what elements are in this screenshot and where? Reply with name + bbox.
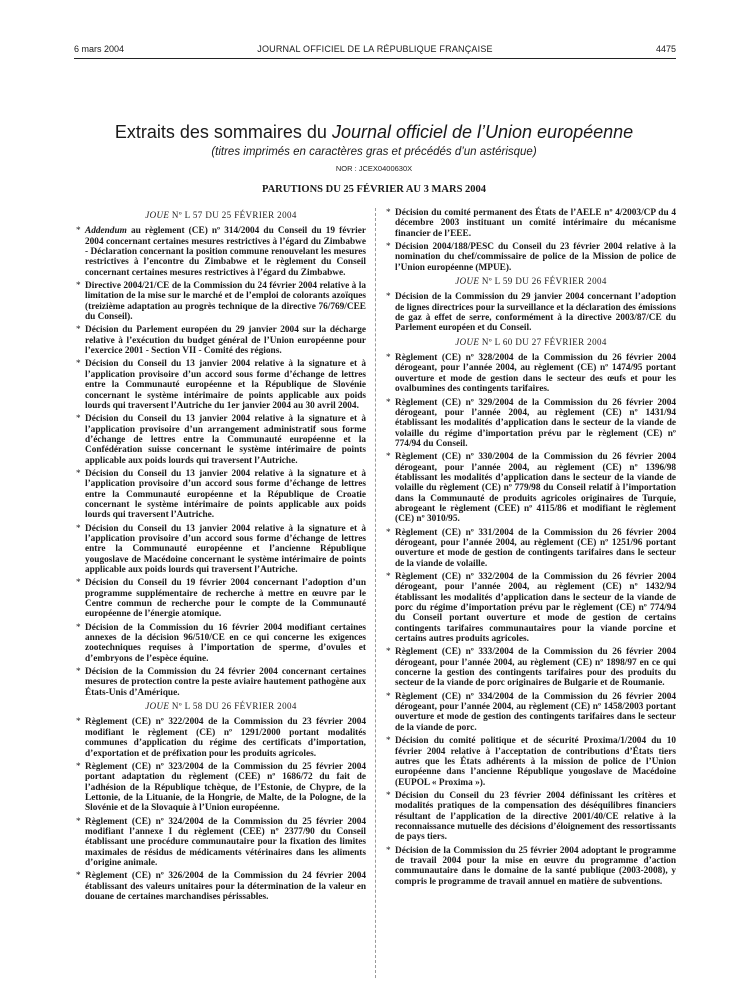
entry-text: Règlement (CE) nº 326/2004 de la Commission du 24 février 2004 établissant des valeurs unitaires pour la détermination de la valeur en douane de certaines marchandises périssables. (85, 871, 366, 902)
summary-entry (76, 578, 366, 619)
left-column (76, 208, 366, 905)
summary-entry (76, 717, 366, 758)
summary-entry (386, 791, 676, 843)
entry-text: Décision du comité permanent des États de l’AELE nº 4/2003/CP du 4 décembre 2003 instituant un comité intérimaire du mécanisme financier de l’EEE. (395, 208, 676, 239)
nor-reference: NOR : JCEX0400630X (335, 164, 413, 173)
journal-issue-abbr: JOUE (145, 210, 170, 220)
title-prefix: Extraits des sommaires du (114, 122, 332, 142)
asterisk-marker: * (386, 242, 391, 253)
asterisk-marker: * (386, 527, 391, 538)
journal-issue-heading (76, 210, 366, 220)
journal-issue-abbr: JOUE (455, 336, 480, 347)
entry-text: Décision de la Commission du 24 février 2004 concernant certaines mesures de protection contre la peste aviaire hautement pathogène aux États-Unis d’Amérique. (85, 667, 366, 698)
title-journal-name: Journal officiel de l’Union européenne (331, 122, 634, 142)
asterisk-marker: * (386, 353, 391, 364)
summary-entry (386, 572, 676, 644)
entry-title (395, 791, 676, 842)
entry-lead: Addendum (85, 226, 127, 237)
journal-issue-number: Nº L 58 DU 26 FÉVRIER 2004 (169, 701, 297, 712)
entry-title (85, 226, 366, 277)
asterisk-marker: * (76, 578, 81, 589)
asterisk-marker: * (386, 691, 391, 702)
entry-text: Règlement (CE) nº 330/2004 de la Commission du 26 février 2004 dérogeant, pour l’année 2004, au règlement (CE) nº 1396/98 établissant les modalités d’application dans le secteur de la viande de volaille du règlement (CE) nº 779/98 du Conseil relatif à l’importation dans la Communauté de produits agricoles originaires de Turquie, abrogeant le règlement (CEE) nº 4115/86 et modifiant le règlement (CE) nº 3010/95. (395, 452, 676, 525)
entry-title (85, 717, 366, 758)
entry-title (85, 325, 366, 356)
summary-entry (76, 623, 366, 664)
summary-entry (76, 469, 366, 521)
asterisk-marker: * (386, 452, 391, 463)
journal-issue-number: Nº L 57 DU 25 FÉVRIER 2004 (169, 210, 297, 220)
entry-title (395, 242, 676, 273)
asterisk-marker: * (76, 281, 81, 292)
summary-entry (386, 736, 676, 788)
entry-text: Règlement (CE) nº 323/2004 de la Commission du 25 février 2004 portant adaptation du règlement (CEE) nº 1686/72 du fait de l’adhésion de la République tchèque, de l’Estonie, de Chypre, de la Lettonie, de la Lituanie, de la Hongrie, de Malte, de la Pologne, de la Slovénie et de la Slovaquie à l’Union européenne. (85, 761, 366, 814)
summary-entry (386, 452, 676, 524)
entry-title (395, 846, 676, 887)
summary-entry (386, 292, 676, 333)
entry-title (85, 524, 366, 575)
entry-text: Règlement (CE) nº 322/2004 de la Commission du 23 février 2004 modifiant le règlement (CE) nº 1291/2000 portant modalités communes d’application du régime des certificats d’importation, d’exportation et de préfixation pour les produits agricoles. (85, 717, 366, 759)
asterisk-marker: * (76, 871, 81, 882)
entry-title (85, 623, 366, 664)
entry-text: Décision du Conseil du 13 janvier 2004 relative à la signature et à l’application provisoire d’un accord sous forme d’échange de lettres entre la Communauté européenne et la République de Croatie concernant le système intérimaire de points applicable aux poids lourds qui traversent l’Autriche. (85, 468, 366, 521)
entry-title (395, 528, 676, 569)
entry-text: Règlement (CE) nº 328/2004 de la Commission du 26 février 2004 dérogeant, pour l’année 2004, au règlement (CE) nº 1474/95 portant ouverture et mode de gestion dans le secteur des œufs et pour les ovalbumines des contingents tarifaires. (395, 353, 676, 395)
entry-text: Décision de la Commission du 25 février 2004 adoptant le programme de travail 2004 pour la mise en œuvre du programme d’action communautaire dans le domaine de la santé publique (2003-2008), y compris le programme de travail annuel en matière de subventions. (395, 845, 676, 887)
asterisk-marker: * (76, 761, 81, 772)
summary-entry (386, 208, 676, 239)
entry-title (85, 578, 366, 619)
entry-text: Décision 2004/188/PESC du Conseil du 23 février 2004 relative à la nomination du chef/commissaire de police de la Mission de police de l’Union européenne (MPUE). (395, 242, 676, 273)
entry-text: Règlement (CE) nº 324/2004 de la Commission du 25 février 2004 modifiant l’annexe I du règlement (CEE) nº 2377/90 du Conseil établissant une procédure communautaire pour la fixation des limites maximales de résidus de médicaments vétérinaires dans les aliments d’origine animale. (85, 816, 366, 868)
entry-title (395, 208, 676, 239)
asterisk-marker: * (386, 292, 391, 303)
entry-text: Règlement (CE) nº 329/2004 de la Commission du 26 février 2004 dérogeant, pour l’année 2004, au règlement (CE) nº 1431/94 établissant les modalités d’application dans le secteur de la viande de volaille du régime d’importation prévu par le règlement (CE) nº 774/94 du Conseil. (395, 397, 676, 449)
entry-title (85, 817, 366, 868)
asterisk-marker: * (76, 359, 81, 370)
entry-title (395, 452, 676, 524)
summary-entry (76, 359, 366, 411)
entry-text: Règlement (CE) nº 334/2004 de la Commission du 26 février 2004 dérogeant, pour l’année 2004, au règlement (CE) nº 1458/2003 portant ouverture et mode de gestion des contingents tarifaires dans le secteur de la viande de porc. (395, 691, 676, 733)
asterisk-marker: * (76, 717, 81, 728)
parutions-heading: PARUTIONS DU 25 FÉVRIER AU 3 MARS 2004 (261, 184, 487, 195)
journal-issue-heading (386, 337, 676, 347)
journal-section (76, 701, 366, 902)
summary-entry (76, 871, 366, 902)
summary-entry (386, 528, 676, 569)
entry-text: Règlement (CE) nº 332/2004 de la Commission du 26 février 2004 dérogeant, pour l’année 2004, au règlement (CE) nº 1432/94 établissant les modalités d’application dans le secteur de la viande de porc du régime d’importation prévu par le règlement (CE) nº 774/94 du Conseil portant ouverture et mode de gestion de certains contingents tarifaires communautaires pour la viande porcine et certains autres produits agricoles. (395, 572, 676, 645)
summary-entry (386, 846, 676, 887)
summary-entry (386, 647, 676, 688)
entry-title (85, 281, 366, 322)
entry-title (395, 736, 676, 787)
asterisk-marker: * (76, 523, 81, 534)
asterisk-marker: * (386, 736, 391, 747)
asterisk-marker: * (386, 208, 391, 218)
header-journal-title: JOURNAL OFFICIEL DE LA RÉPUBLIQUE FRANÇAISE (257, 44, 493, 54)
asterisk-marker: * (386, 397, 391, 408)
header-date: 6 mars 2004 (74, 44, 125, 54)
entry-title (395, 647, 676, 688)
entry-text: Décision de la Commission du 16 février 2004 modifiant certaines annexes de la décision 96/510/CE en ce qui concerne les exigences zootechniques requises à l’importation de sperme, d’ovules et d’embryons de l’espèce équine. (85, 622, 366, 664)
entry-title (85, 762, 366, 813)
entry-text: Règlement (CE) nº 331/2004 de la Commission du 26 février 2004 dérogeant, pour l’année 2004, au règlement (CE) nº 1251/96 portant ouverture et mode de gestion de contingents tarifaires dans le secteur de la viande de volaille. (395, 527, 676, 569)
summary-entry (76, 226, 366, 278)
right-column (386, 208, 676, 890)
asterisk-marker: * (76, 622, 81, 633)
summary-entry (386, 353, 676, 394)
asterisk-marker: * (386, 572, 391, 582)
journal-section (386, 208, 676, 273)
summary-entry (76, 281, 366, 322)
entry-text: Décision du Conseil du 19 février 2004 concernant l’adoption d’un programme supplémentaire de recherche à mettre en œuvre par le Centre commun de recherche pour le compte de la Communauté européenne de l’énergie atomique. (85, 578, 366, 620)
page-title (0, 122, 748, 143)
entry-text: Règlement (CE) nº 333/2004 de la Commission du 26 février 2004 dérogeant, pour l’année 2004, au règlement (CE) nº 1898/97 en ce qui concerne la gestion des contingents tarifaires pour des produits du secteur de la viande de porc originaires de Bulgarie et de Roumanie. (395, 647, 676, 689)
summary-entry (386, 398, 676, 450)
entry-title (85, 667, 366, 698)
summary-entry (76, 414, 366, 466)
entry-title (395, 692, 676, 733)
journal-issue-number: Nº L 59 DU 26 FÉVRIER 2004 (479, 276, 607, 287)
summary-entry (386, 242, 676, 273)
entry-title (85, 469, 366, 520)
journal-issue-abbr: JOUE (455, 276, 480, 287)
entry-text: Décision du Parlement européen du 29 janvier 2004 sur la décharge relative à l’exécution du budget général de l’Union européenne pour l’exercice 2001 - Section VII - Comité des régions. (85, 325, 366, 357)
asterisk-marker: * (76, 816, 81, 827)
column-separator (375, 208, 376, 978)
summary-entry (76, 524, 366, 576)
entry-title (395, 292, 676, 333)
journal-issue-number: Nº L 60 DU 27 FÉVRIER 2004 (479, 336, 607, 347)
asterisk-marker: * (386, 790, 391, 801)
summary-entry (386, 692, 676, 733)
asterisk-marker: * (76, 468, 81, 479)
journal-section (76, 210, 366, 698)
entry-text: Décision du Conseil du 13 janvier 2004 relative à la signature et à l’application provisoire d’un arrangement administratif sous forme d’échange de lettres entre la Communauté européenne et la Confédération suisse concernant le système intérimaire de points applicable aux poids lourds qui traversent l’Autriche. (85, 414, 366, 466)
entry-title (85, 359, 366, 410)
entry-text: Décision du Conseil du 13 janvier 2004 relative à la signature et à l’application provisoire d’un accord sous forme d’échange de lettres entre la Communauté européenne et la République de Slovénie concernant le système intérimaire de points applicable aux poids lourds qui traversent l’Autriche du 1er janvier 2004 au 30 avril 2004. (85, 359, 366, 411)
entry-title (395, 353, 676, 394)
asterisk-marker: * (76, 667, 81, 678)
journal-section (386, 276, 676, 334)
asterisk-marker: * (76, 414, 81, 425)
header-rule (74, 58, 676, 59)
journal-issue-heading (76, 701, 366, 711)
summary-entry (76, 817, 366, 869)
entry-title (395, 398, 676, 449)
journal-issue-heading (386, 276, 676, 286)
page-subtitle: (titres imprimés en caractères gras et précédés d’un astérisque) (211, 146, 537, 158)
summary-entry (76, 667, 366, 698)
header-page-number: 4475 (655, 44, 676, 54)
entry-text: Décision de la Commission du 29 janvier 2004 concernant l’adoption de lignes directrices pour la surveillance et la déclaration des émissions de gaz à effet de serre, conformément à la directive 2003/87/CE du Parlement européen et du Conseil. (395, 292, 676, 334)
entry-title (85, 871, 366, 902)
entry-text: Directive 2004/21/CE de la Commission du 24 février 2004 relative à la limitation de la mise sur le marché et de l’emploi de colorants azoïques (treizième adaptation au progrès technique de la directive 76/769/CEE du Conseil). (85, 281, 366, 323)
journal-issue-abbr: JOUE (145, 701, 170, 712)
entry-title (395, 572, 676, 644)
asterisk-marker: * (76, 325, 81, 336)
asterisk-marker: * (76, 226, 81, 237)
asterisk-marker: * (386, 845, 391, 856)
entry-title (85, 414, 366, 465)
entry-text: Décision du comité politique et de sécurité Proxima/1/2004 du 10 février 2004 relative à l’acceptation de contributions d’États tiers autres que les États adhérents à la mission de police de l’Union européenne dans l’ancienne République yougoslave de Macédoine (EUPOL « Proxima »). (395, 736, 676, 788)
journal-section (386, 337, 676, 887)
entry-text: Décision du Conseil du 23 février 2004 définissant les critères et modalités pratiques de la compensation des déséquilibres financiers résultant de l’application de la directive 2001/40/CE relative à la reconnaissance mutuelle des décisions d’éloignement des ressortissants de pays tiers. (395, 790, 676, 843)
asterisk-marker: * (386, 647, 391, 658)
summary-entry (76, 325, 366, 356)
entry-text: Décision du Conseil du 13 janvier 2004 relative à la signature et à l’application provisoire d’un accord sous forme d’échange de lettres entre la Communauté européenne et l’ancienne République yougoslave de Macédoine concernant le système intérimaire de points applicable aux poids lourds qui traversent l’Autriche. (85, 523, 366, 575)
summary-entry (76, 762, 366, 814)
entry-text: au règlement (CE) nº 314/2004 du Conseil du 19 février 2004 concernant certaines mesures restrictives à l’égard du Zimbabwe - Déclaration concernant la position commune renouvelant les mesures restrictives à l’encontre du Zimbabwe et le règlement du Conseil concernant certaines mesures restrictives à l’égard du Zimbabwe. (85, 226, 366, 278)
